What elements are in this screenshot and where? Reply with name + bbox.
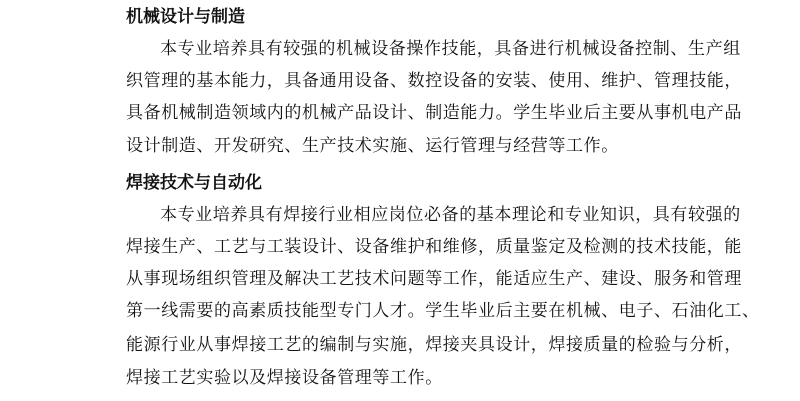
paragraph-line: 本专业培养具有较强的机械设备操作技能，具备进行机械设备控制、生产组 [160,39,741,59]
paragraph-line: 焊接生产、工艺与工装设计、设备维护和维修，质量鉴定及检测的技术技能，能 [126,237,742,257]
paragraph-line: 织管理的基本能力，具备通用设备、数控设备的安装、使用、维护、管理技能， [126,71,742,91]
paragraph-line: 从事现场组织管理及解决工艺技术问题等工作，能适应生产、建设、服务和管理 [126,269,742,289]
paragraph-line: 焊接工艺实验以及焊接设备管理等工作。 [126,368,443,388]
paragraph-line: 设计制造、开发研究、生产技术实施、运行管理与经营等工作。 [126,136,619,156]
paragraph-line: 本专业培养具有焊接行业相应岗位必备的基本理论和专业知识，具有较强的 [160,205,741,225]
paragraph-line: 能源行业从事焊接工艺的编制与实施，焊接夹具设计，焊接质量的检验与分析， [126,335,742,355]
section-heading-mechanical-design: 机械设计与制造 [126,7,245,27]
section-heading-welding-technology: 焊接技术与自动化 [126,173,262,193]
paragraph-line: 具备机械制造领域内的机械产品设计、制造能力。学生毕业后主要从事机电产品 [126,103,742,123]
paragraph-line: 第一线需要的高素质技能型专门人才。学生毕业后主要在机械、电子、石油化工、 [126,301,760,321]
